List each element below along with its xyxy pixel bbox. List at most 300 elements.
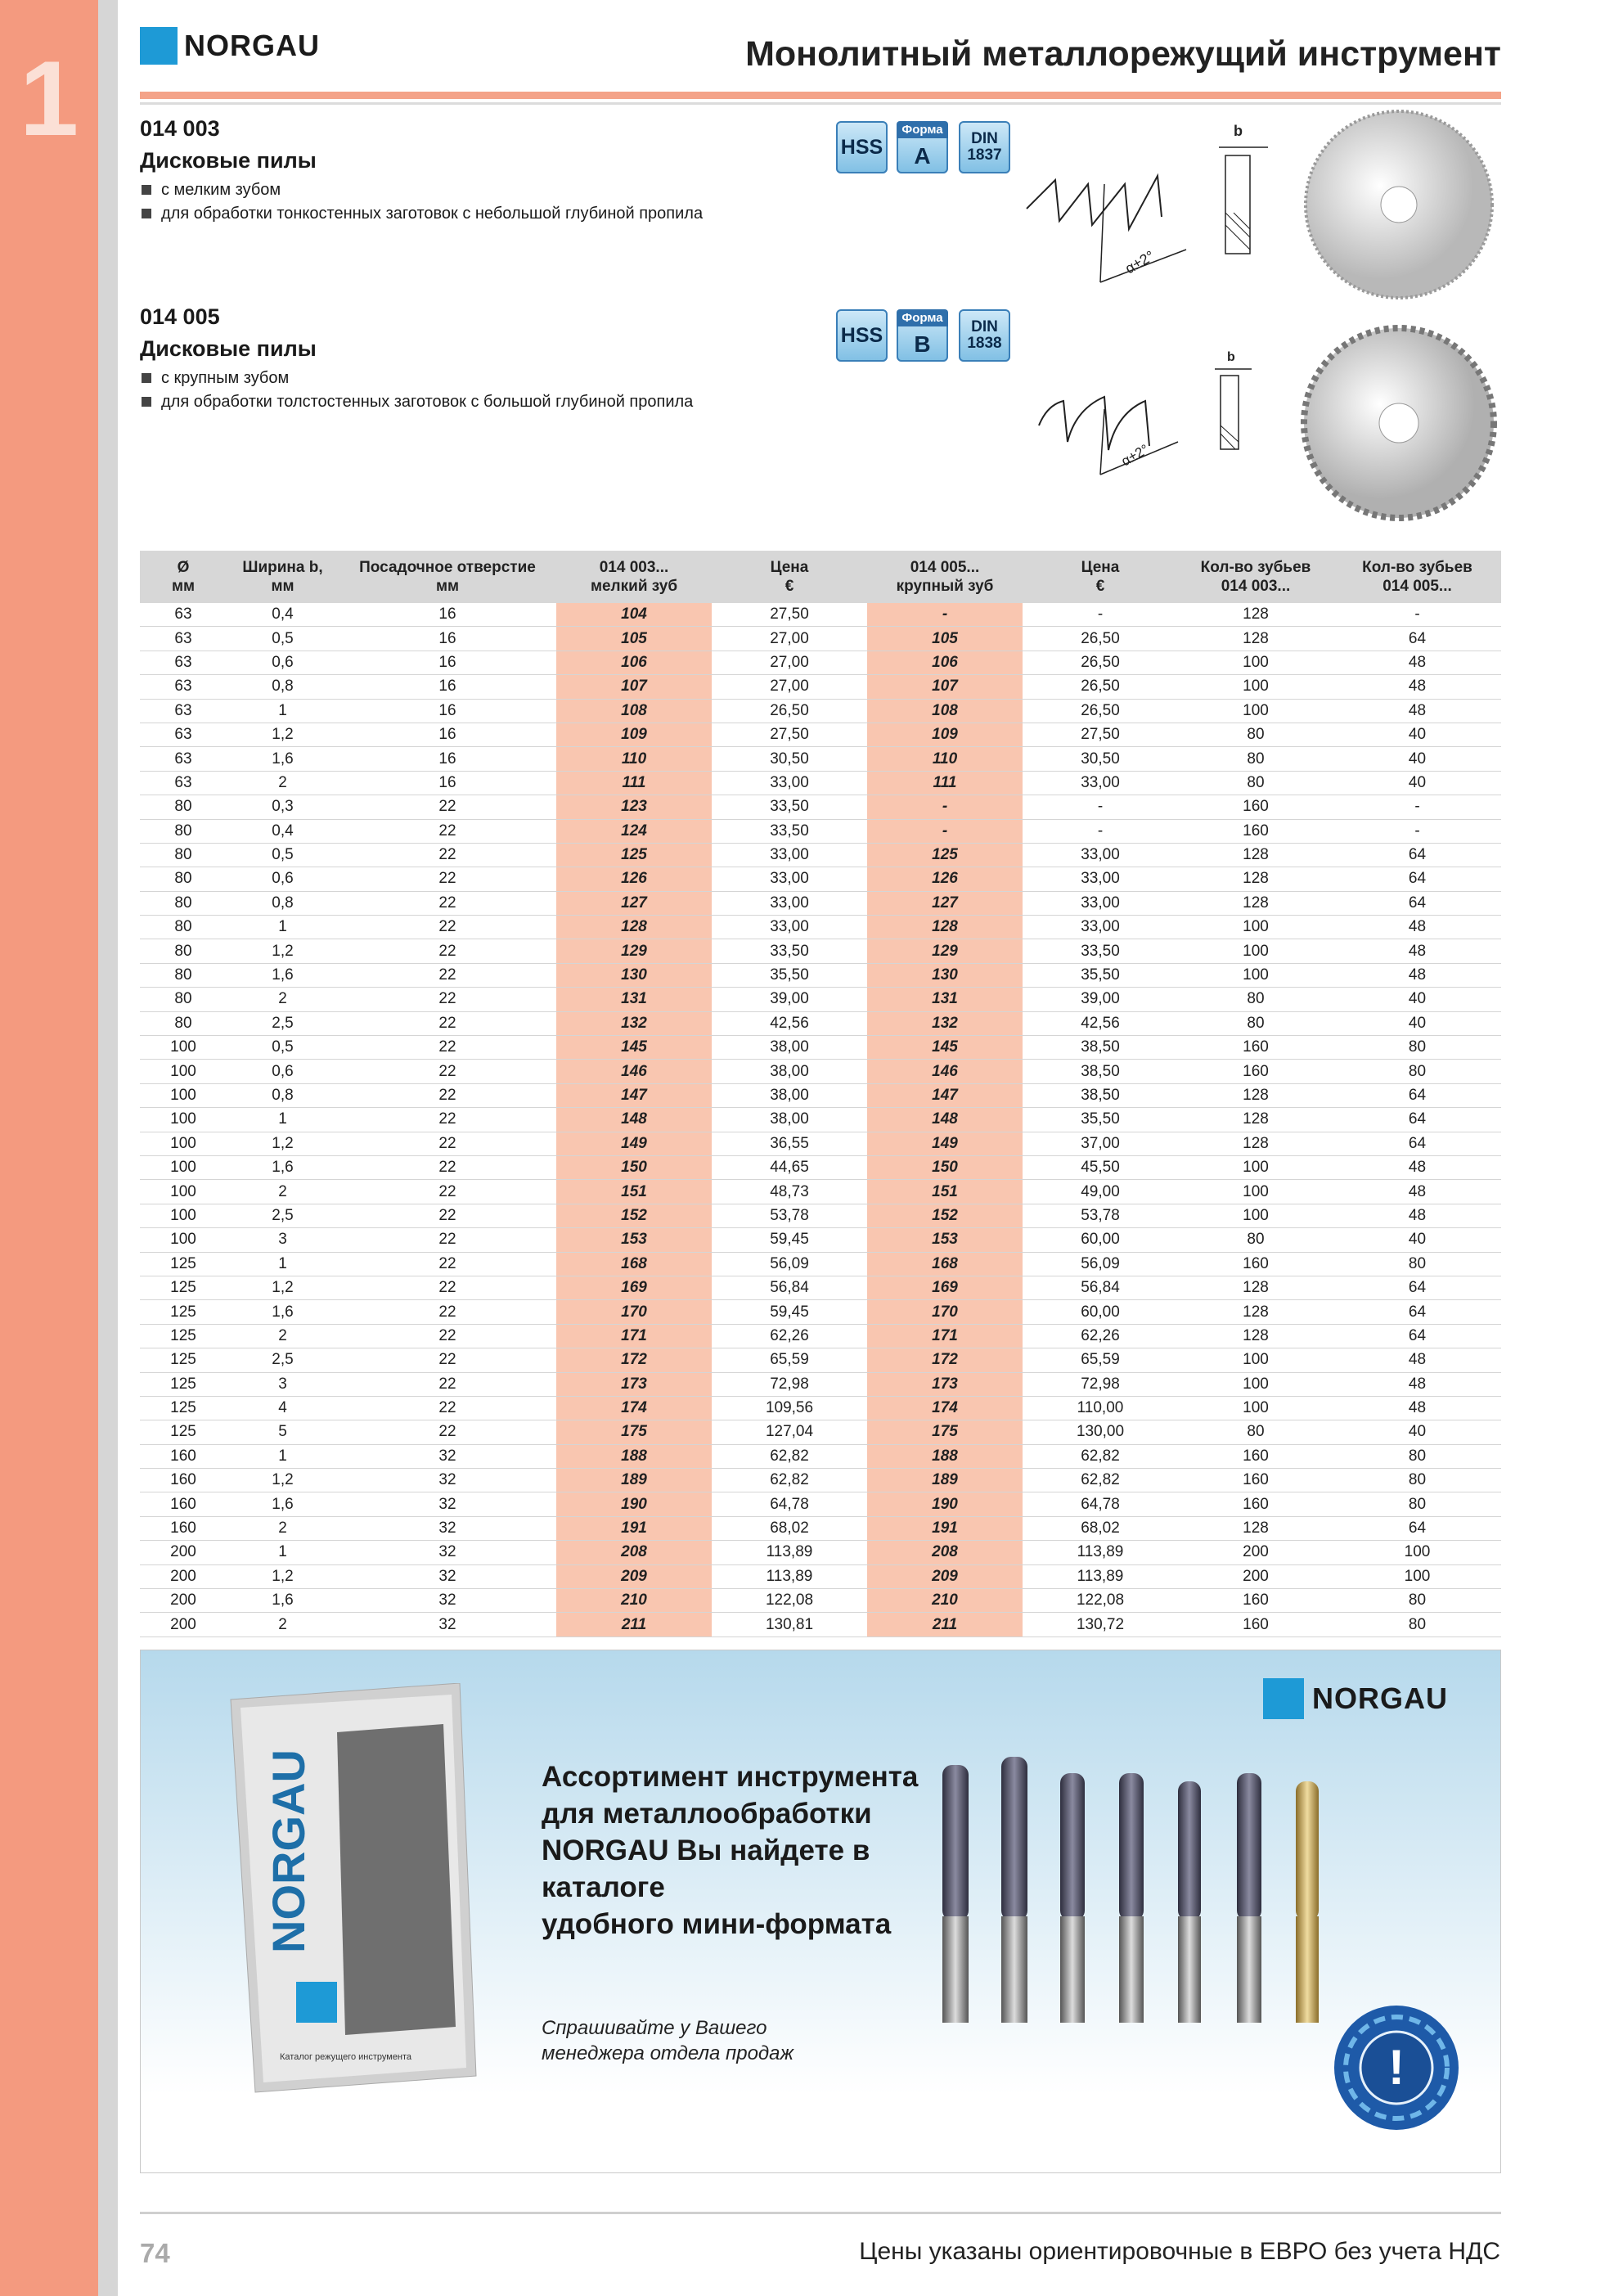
- cell-code-coarse: -: [867, 819, 1023, 843]
- cell-teeth-coarse: 48: [1333, 1372, 1501, 1396]
- cell-width: 1: [227, 1541, 339, 1564]
- hss-badge: HSS: [836, 309, 888, 362]
- catalog-spine-text: NORGAU: [263, 1749, 314, 1953]
- cell-teeth-fine: 128: [1178, 891, 1333, 915]
- table-row: [140, 1564, 1501, 1588]
- cell-code-fine: 111: [556, 771, 712, 795]
- cell-code-fine: 123: [556, 795, 712, 819]
- cell-width: 0,8: [227, 675, 339, 699]
- cell-bore: 16: [339, 603, 556, 627]
- cell-bore: 16: [339, 747, 556, 771]
- banner-norgau-logo: [1263, 1678, 1448, 1719]
- cell-bore: 22: [339, 939, 556, 963]
- cell-diameter: 80: [140, 795, 227, 819]
- info-exclamation-icon: [1331, 2002, 1462, 2133]
- din-value: 1837: [967, 146, 1002, 164]
- cell-code-coarse: 147: [867, 1083, 1023, 1107]
- cell-width: 1,2: [227, 1132, 339, 1155]
- din-value: 1838: [967, 335, 1002, 352]
- logo-text: NORGAU: [184, 29, 320, 62]
- cell-bore: 16: [339, 651, 556, 674]
- cell-code-fine: 145: [556, 1036, 712, 1060]
- table-row: [140, 963, 1501, 987]
- cell-width: 1,2: [227, 939, 339, 963]
- cell-price-fine: 26,50: [712, 699, 867, 723]
- cell-price-fine: 38,00: [712, 1036, 867, 1060]
- cell-code-coarse: 129: [867, 939, 1023, 963]
- cell-diameter: 63: [140, 627, 227, 651]
- cell-teeth-fine: 128: [1178, 1324, 1333, 1348]
- coarse-saw-blade-image: [1297, 323, 1501, 524]
- cell-code-coarse: 173: [867, 1372, 1023, 1396]
- cell-price-coarse: 62,82: [1023, 1444, 1178, 1468]
- cell-teeth-fine: 100: [1178, 1155, 1333, 1179]
- page-title: Монолитный металлорежущий инструмент: [745, 34, 1501, 74]
- table-row: [140, 891, 1501, 915]
- col-code-coarse: 014 005... крупный зуб: [867, 551, 1023, 603]
- cell-price-coarse: 33,00: [1023, 771, 1178, 795]
- cell-price-fine: 33,00: [712, 771, 867, 795]
- catalog-promo-banner: [140, 1650, 1501, 2173]
- cell-code-coarse: 109: [867, 723, 1023, 746]
- cell-diameter: 200: [140, 1589, 227, 1613]
- cell-code-fine: 169: [556, 1276, 712, 1299]
- cell-code-coarse: 189: [867, 1469, 1023, 1492]
- cell-teeth-coarse: 80: [1333, 1589, 1501, 1613]
- cell-width: 1,6: [227, 963, 339, 987]
- cell-code-coarse: 169: [867, 1276, 1023, 1299]
- drill-bits-image: [926, 1749, 1368, 2076]
- product-014005: [140, 304, 693, 414]
- table-row: [140, 1011, 1501, 1035]
- cell-diameter: 160: [140, 1516, 227, 1540]
- cell-bore: 16: [339, 771, 556, 795]
- cell-price-fine: 36,55: [712, 1132, 867, 1155]
- cell-teeth-coarse: 64: [1333, 1276, 1501, 1299]
- cell-width: 0,6: [227, 651, 339, 674]
- cell-code-fine: 151: [556, 1180, 712, 1204]
- cell-bore: 32: [339, 1564, 556, 1588]
- cell-width: 1: [227, 1108, 339, 1132]
- table-row: [140, 1613, 1501, 1636]
- cell-teeth-fine: 200: [1178, 1541, 1333, 1564]
- cell-price-coarse: 26,50: [1023, 675, 1178, 699]
- cell-price-fine: 48,73: [712, 1180, 867, 1204]
- cell-teeth-fine: 100: [1178, 963, 1333, 987]
- cell-diameter: 125: [140, 1276, 227, 1299]
- table-row: [140, 1276, 1501, 1299]
- col-diameter: Ø мм: [140, 551, 227, 603]
- angle-label: α±2°: [1118, 441, 1152, 470]
- bullet-item: с мелким зубом: [140, 178, 703, 202]
- cell-teeth-coarse: 64: [1333, 891, 1501, 915]
- table-row: [140, 1180, 1501, 1204]
- col-bore: Посадочное отверстие мм: [339, 551, 556, 603]
- cell-price-coarse: 62,82: [1023, 1469, 1178, 1492]
- cell-bore: 32: [339, 1516, 556, 1540]
- cell-teeth-fine: 200: [1178, 1564, 1333, 1588]
- cell-teeth-coarse: 64: [1333, 843, 1501, 867]
- cell-price-coarse: -: [1023, 795, 1178, 819]
- cell-code-coarse: 152: [867, 1204, 1023, 1227]
- cell-price-fine: 27,50: [712, 603, 867, 627]
- table-row: [140, 771, 1501, 795]
- cell-diameter: 100: [140, 1228, 227, 1252]
- cell-teeth-coarse: 40: [1333, 771, 1501, 795]
- cell-code-coarse: 106: [867, 651, 1023, 674]
- cell-diameter: 200: [140, 1564, 227, 1588]
- banner-note: Спрашивайте у Вашего менеджера отдела продаж: [542, 2017, 794, 2064]
- table-row: [140, 1444, 1501, 1468]
- cell-width: 0,4: [227, 603, 339, 627]
- cell-teeth-coarse: 64: [1333, 1083, 1501, 1107]
- cell-price-coarse: 38,50: [1023, 1060, 1178, 1083]
- header-rule-gray: [140, 102, 1501, 105]
- cell-teeth-coarse: 48: [1333, 939, 1501, 963]
- cell-code-fine: 110: [556, 747, 712, 771]
- cell-teeth-fine: 160: [1178, 1036, 1333, 1060]
- cell-width: 1,6: [227, 1300, 339, 1324]
- cell-code-coarse: 170: [867, 1300, 1023, 1324]
- cell-price-coarse: 130,72: [1023, 1613, 1178, 1636]
- cell-code-coarse: 110: [867, 747, 1023, 771]
- cell-price-coarse: 33,00: [1023, 867, 1178, 891]
- cell-code-fine: 125: [556, 843, 712, 867]
- cell-diameter: 160: [140, 1469, 227, 1492]
- cell-price-coarse: 65,59: [1023, 1348, 1178, 1372]
- cell-width: 2: [227, 988, 339, 1011]
- table-body: [140, 603, 1501, 1636]
- cell-bore: 22: [339, 1252, 556, 1276]
- cell-price-fine: 72,98: [712, 1372, 867, 1396]
- cell-code-fine: 149: [556, 1132, 712, 1155]
- cell-price-fine: 59,45: [712, 1300, 867, 1324]
- cell-teeth-coarse: 48: [1333, 699, 1501, 723]
- cell-diameter: 125: [140, 1372, 227, 1396]
- cell-diameter: 100: [140, 1060, 227, 1083]
- cell-bore: 22: [339, 1420, 556, 1444]
- col-price-fine: Цена €: [712, 551, 867, 603]
- cell-width: 1: [227, 1252, 339, 1276]
- norgau-logo: [140, 27, 320, 65]
- cell-code-coarse: 191: [867, 1516, 1023, 1540]
- cell-diameter: 125: [140, 1252, 227, 1276]
- cell-diameter: 125: [140, 1348, 227, 1372]
- table-row: [140, 1132, 1501, 1155]
- cell-code-fine: 175: [556, 1420, 712, 1444]
- product-name: Дисковые пилы: [140, 148, 317, 173]
- cell-diameter: 100: [140, 1108, 227, 1132]
- product-name: Дисковые пилы: [140, 336, 317, 361]
- cell-width: 2,5: [227, 1011, 339, 1035]
- cell-price-coarse: 53,78: [1023, 1204, 1178, 1227]
- cell-width: 0,8: [227, 891, 339, 915]
- cell-price-coarse: -: [1023, 603, 1178, 627]
- cell-bore: 22: [339, 1228, 556, 1252]
- cell-width: 1,6: [227, 747, 339, 771]
- cell-price-coarse: 68,02: [1023, 1516, 1178, 1540]
- cell-bore: 16: [339, 723, 556, 746]
- cell-price-fine: 64,78: [712, 1492, 867, 1516]
- cell-code-coarse: 148: [867, 1108, 1023, 1132]
- cell-price-coarse: 49,00: [1023, 1180, 1178, 1204]
- cell-width: 0,3: [227, 795, 339, 819]
- cell-teeth-fine: 160: [1178, 1469, 1333, 1492]
- cell-code-coarse: 172: [867, 1348, 1023, 1372]
- footer-note: Цены указаны ориентировочные в ЕВРО без учета НДС: [859, 2238, 1500, 2265]
- cell-teeth-coarse: 48: [1333, 651, 1501, 674]
- cell-price-coarse: 38,50: [1023, 1083, 1178, 1107]
- cell-price-fine: 113,89: [712, 1564, 867, 1588]
- cell-code-fine: 168: [556, 1252, 712, 1276]
- cell-diameter: 80: [140, 939, 227, 963]
- table-row: [140, 1204, 1501, 1227]
- cell-price-fine: 33,50: [712, 939, 867, 963]
- cell-code-fine: 132: [556, 1011, 712, 1035]
- cell-width: 1,2: [227, 1564, 339, 1588]
- cell-width: 5: [227, 1420, 339, 1444]
- cell-teeth-coarse: 80: [1333, 1444, 1501, 1468]
- cell-width: 2: [227, 1324, 339, 1348]
- cell-teeth-coarse: 64: [1333, 1300, 1501, 1324]
- cell-teeth-fine: 80: [1178, 771, 1333, 795]
- cell-width: 1,6: [227, 1155, 339, 1179]
- cell-teeth-coarse: 40: [1333, 747, 1501, 771]
- cell-teeth-coarse: 40: [1333, 1011, 1501, 1035]
- cell-code-coarse: 208: [867, 1541, 1023, 1564]
- cell-code-fine: 150: [556, 1155, 712, 1179]
- product-bullets: [140, 178, 703, 226]
- cell-price-fine: 62,26: [712, 1324, 867, 1348]
- table-row: [140, 1420, 1501, 1444]
- cell-price-coarse: 56,84: [1023, 1276, 1178, 1299]
- side-gray-strip: [98, 0, 118, 2296]
- cell-teeth-fine: 160: [1178, 1252, 1333, 1276]
- cell-bore: 22: [339, 916, 556, 939]
- cell-teeth-coarse: 64: [1333, 627, 1501, 651]
- cell-width: 0,6: [227, 867, 339, 891]
- cell-teeth-fine: 100: [1178, 651, 1333, 674]
- col-width: Ширина b, мм: [227, 551, 339, 603]
- cell-code-fine: 107: [556, 675, 712, 699]
- cell-code-fine: 104: [556, 603, 712, 627]
- cell-teeth-fine: 160: [1178, 1492, 1333, 1516]
- cell-diameter: 80: [140, 988, 227, 1011]
- cell-bore: 22: [339, 1011, 556, 1035]
- cell-width: 1,6: [227, 1589, 339, 1613]
- cell-price-coarse: 45,50: [1023, 1155, 1178, 1179]
- catalog-book-image: [223, 1683, 492, 2109]
- cell-teeth-fine: 128: [1178, 603, 1333, 627]
- cell-width: 2: [227, 771, 339, 795]
- cell-bore: 22: [339, 891, 556, 915]
- cell-teeth-fine: 100: [1178, 1180, 1333, 1204]
- cell-teeth-coarse: 48: [1333, 1155, 1501, 1179]
- cell-bore: 22: [339, 963, 556, 987]
- cell-bore: 22: [339, 1204, 556, 1227]
- cell-price-fine: 53,78: [712, 1204, 867, 1227]
- cell-code-coarse: 128: [867, 916, 1023, 939]
- cell-width: 0,8: [227, 1083, 339, 1107]
- cell-code-coarse: 210: [867, 1589, 1023, 1613]
- product-014003: [140, 116, 703, 226]
- cell-teeth-coarse: 48: [1333, 963, 1501, 987]
- cell-code-fine: 146: [556, 1060, 712, 1083]
- cell-diameter: 100: [140, 1180, 227, 1204]
- cell-code-coarse: -: [867, 795, 1023, 819]
- cell-price-coarse: 33,00: [1023, 843, 1178, 867]
- table-row: [140, 1108, 1501, 1132]
- cell-teeth-fine: 128: [1178, 1083, 1333, 1107]
- col-code-fine: 014 003... мелкий зуб: [556, 551, 712, 603]
- table-row: [140, 603, 1501, 627]
- cell-code-coarse: 130: [867, 963, 1023, 987]
- cell-width: 0,5: [227, 843, 339, 867]
- catalog-subtitle: Каталог режущего инструмента: [280, 2052, 412, 2062]
- cell-bore: 22: [339, 843, 556, 867]
- cell-code-coarse: 125: [867, 843, 1023, 867]
- cell-diameter: 100: [140, 1155, 227, 1179]
- cell-price-coarse: 39,00: [1023, 988, 1178, 1011]
- cell-price-fine: 59,45: [712, 1228, 867, 1252]
- cell-price-coarse: 122,08: [1023, 1589, 1178, 1613]
- cell-bore: 32: [339, 1492, 556, 1516]
- cell-teeth-fine: 80: [1178, 1011, 1333, 1035]
- table-row: [140, 723, 1501, 746]
- cell-bore: 22: [339, 1324, 556, 1348]
- cell-teeth-coarse: 64: [1333, 1516, 1501, 1540]
- cell-code-fine: 209: [556, 1564, 712, 1588]
- table-row: [140, 1324, 1501, 1348]
- table-row: [140, 1060, 1501, 1083]
- cell-diameter: 100: [140, 1132, 227, 1155]
- cell-teeth-fine: 100: [1178, 675, 1333, 699]
- cell-width: 1: [227, 1444, 339, 1468]
- cell-code-coarse: 131: [867, 988, 1023, 1011]
- cell-price-coarse: 60,00: [1023, 1300, 1178, 1324]
- cell-code-coarse: 168: [867, 1252, 1023, 1276]
- table-row: [140, 1228, 1501, 1252]
- forma-label: Форма: [897, 121, 948, 138]
- cell-diameter: 80: [140, 1011, 227, 1035]
- cell-teeth-fine: 128: [1178, 843, 1333, 867]
- cell-teeth-fine: 100: [1178, 1348, 1333, 1372]
- coarse-tooth-profile-diagram: [1031, 376, 1211, 483]
- forma-label: Форма: [897, 309, 948, 326]
- cell-code-fine: 210: [556, 1589, 712, 1613]
- cell-bore: 22: [339, 819, 556, 843]
- cell-teeth-fine: 100: [1178, 1372, 1333, 1396]
- cell-bore: 22: [339, 1372, 556, 1396]
- cell-code-coarse: 105: [867, 627, 1023, 651]
- cell-width: 1,2: [227, 723, 339, 746]
- cell-bore: 22: [339, 1108, 556, 1132]
- table-row: [140, 1516, 1501, 1540]
- coarse-saw-section-diagram: [1203, 348, 1268, 454]
- cell-teeth-coarse: 80: [1333, 1060, 1501, 1083]
- cell-price-coarse: 62,26: [1023, 1324, 1178, 1348]
- cell-bore: 32: [339, 1589, 556, 1613]
- table-row: [140, 1348, 1501, 1372]
- cell-teeth-fine: 160: [1178, 1444, 1333, 1468]
- cell-width: 2: [227, 1180, 339, 1204]
- cell-diameter: 125: [140, 1396, 227, 1420]
- cell-bore: 16: [339, 675, 556, 699]
- cell-bore: 32: [339, 1444, 556, 1468]
- angle-label: α±2°: [1122, 247, 1158, 277]
- col-teeth-coarse: Кол-во зубьев 014 005...: [1333, 551, 1501, 603]
- cell-price-fine: 65,59: [712, 1348, 867, 1372]
- cell-code-coarse: 107: [867, 675, 1023, 699]
- cell-teeth-fine: 100: [1178, 916, 1333, 939]
- table-row: [140, 1396, 1501, 1420]
- cell-code-fine: 172: [556, 1348, 712, 1372]
- cell-teeth-coarse: 80: [1333, 1469, 1501, 1492]
- cell-code-fine: 191: [556, 1516, 712, 1540]
- table-row: [140, 1155, 1501, 1179]
- din-label: DIN: [971, 318, 998, 335]
- chapter-number: 1: [19, 38, 79, 158]
- cell-price-coarse: 64,78: [1023, 1492, 1178, 1516]
- din-label: DIN: [971, 130, 998, 147]
- dim-label: b: [1234, 123, 1243, 139]
- cell-bore: 22: [339, 1132, 556, 1155]
- dim-label: b: [1227, 350, 1235, 364]
- cell-diameter: 100: [140, 1204, 227, 1227]
- cell-code-fine: 106: [556, 651, 712, 674]
- cell-teeth-fine: 128: [1178, 1300, 1333, 1324]
- cell-code-fine: 188: [556, 1444, 712, 1468]
- cell-diameter: 63: [140, 651, 227, 674]
- cell-teeth-fine: 128: [1178, 1276, 1333, 1299]
- cell-price-coarse: 35,50: [1023, 1108, 1178, 1132]
- table-row: [140, 675, 1501, 699]
- cell-code-fine: 128: [556, 916, 712, 939]
- cell-price-coarse: 110,00: [1023, 1396, 1178, 1420]
- cell-price-fine: 33,00: [712, 916, 867, 939]
- cell-teeth-fine: 80: [1178, 1420, 1333, 1444]
- cell-code-fine: 131: [556, 988, 712, 1011]
- cell-bore: 32: [339, 1541, 556, 1564]
- cell-price-fine: 27,00: [712, 675, 867, 699]
- cell-price-fine: 30,50: [712, 747, 867, 771]
- cell-teeth-coarse: 40: [1333, 1228, 1501, 1252]
- cell-diameter: 200: [140, 1541, 227, 1564]
- cell-width: 0,4: [227, 819, 339, 843]
- fine-saw-blade-image: [1301, 106, 1497, 303]
- cell-code-fine: 130: [556, 963, 712, 987]
- cell-teeth-coarse: 48: [1333, 1180, 1501, 1204]
- banner-headline: Ассортимент инструмента для металлообработки NORGAU Вы найдете в каталоге удобного мини-формата: [542, 1761, 919, 1940]
- cell-teeth-coarse: 64: [1333, 1108, 1501, 1132]
- cell-teeth-fine: 160: [1178, 1589, 1333, 1613]
- cell-teeth-coarse: 100: [1333, 1541, 1501, 1564]
- page-number: 74: [140, 2238, 170, 2268]
- table-row: [140, 819, 1501, 843]
- cell-width: 0,5: [227, 627, 339, 651]
- cell-diameter: 80: [140, 916, 227, 939]
- table-row: [140, 1469, 1501, 1492]
- table-row: [140, 1300, 1501, 1324]
- table-row: [140, 843, 1501, 867]
- cell-teeth-fine: 128: [1178, 627, 1333, 651]
- cell-diameter: 200: [140, 1613, 227, 1636]
- cell-teeth-fine: 80: [1178, 1228, 1333, 1252]
- cell-teeth-coarse: 64: [1333, 867, 1501, 891]
- cell-price-fine: 109,56: [712, 1396, 867, 1420]
- cell-diameter: 63: [140, 675, 227, 699]
- forma-badge: [897, 309, 948, 362]
